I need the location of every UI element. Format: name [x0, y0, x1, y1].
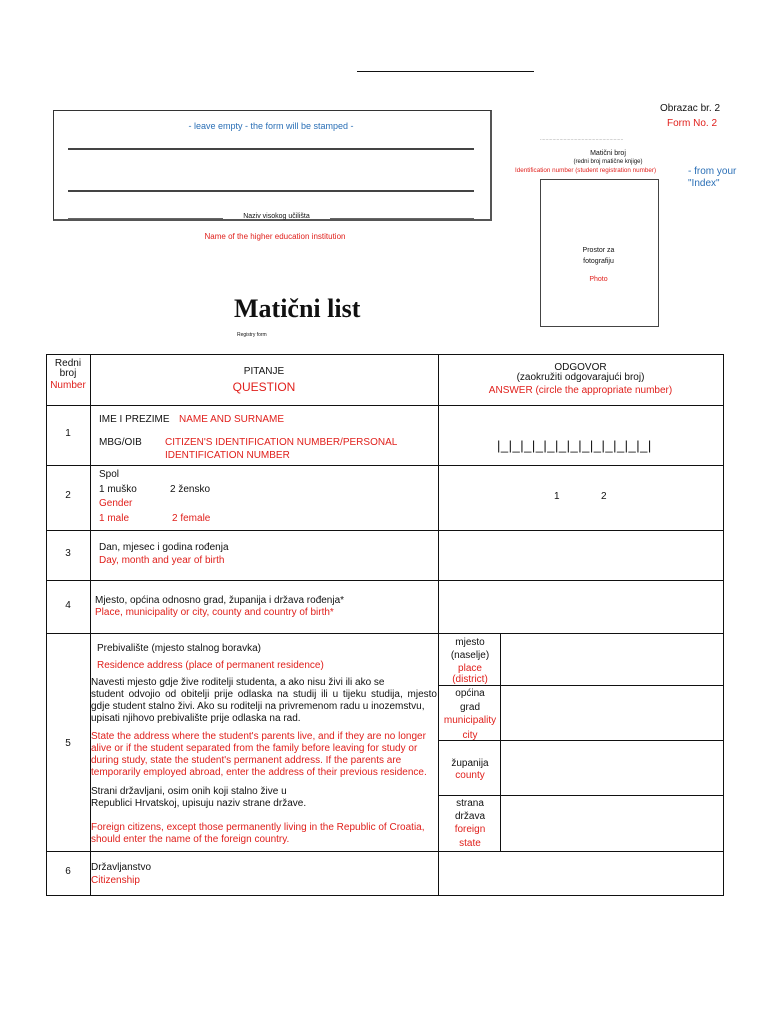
institution-line-right [330, 218, 474, 219]
stamp-line-1 [68, 148, 474, 150]
institution-line-left [68, 218, 223, 219]
row2-opt2-hr: 2 žensko [170, 484, 211, 495]
table-line-row3 [46, 580, 723, 581]
row5-municipality-en-1: municipality [443, 715, 497, 726]
row2-opt1-hr: 1 muško [99, 484, 137, 495]
row3-dob-hr: Dan, mjesec i godina rođenja [99, 542, 229, 553]
row4-answer-field[interactable] [440, 582, 722, 631]
row2-opt2-en: 2 female [172, 513, 211, 524]
row5-p2-hr-line: Republici Hrvatskoj, upisuju naziv strane države. [91, 798, 307, 809]
row5-state-answer-field[interactable] [502, 797, 722, 850]
stamp-note: - leave empty - the form will be stamped - [188, 121, 354, 131]
registration-index-note-1: - from your [688, 166, 737, 177]
row5-p1-hr-line: student odvojio od obitelji prije odlaska na studij ili u tijeku studija, mjesto [91, 689, 437, 700]
photo-label-en: Photo [589, 276, 608, 283]
registration-label-en: Identification number (student registration number) [515, 167, 657, 174]
row1-id-hr: MBG/OIB [99, 437, 142, 448]
row5-p1-hr-line: gdje student stalno živi. Ako su roditelji na privremenom radu u inozemstvu, [91, 701, 425, 712]
row6-answer-field[interactable] [440, 853, 722, 894]
row6-citizenship-en: Citizenship [91, 875, 140, 886]
stamp-line-2 [68, 190, 474, 192]
row5-county-answer-field[interactable] [502, 742, 722, 794]
row5-state-en-1: foreign [454, 824, 486, 835]
row1-name-hr: IME I PREZIME [99, 414, 170, 425]
header-number-hr-2: broj [59, 368, 77, 379]
row2-gender-hr: Spol [99, 469, 120, 480]
row5-place-answer-field[interactable] [502, 635, 722, 684]
row1-number: 1 [65, 428, 71, 439]
row2-answer-1[interactable]: 1 [554, 491, 560, 502]
table-line-row2 [46, 530, 723, 531]
header-answer-hr: ODGOVOR [554, 362, 607, 373]
registration-label-hr: Matični broj [590, 150, 626, 157]
row5-place-en-1: place [458, 663, 482, 674]
row5-sub-line-3 [439, 795, 723, 796]
table-line-header [46, 405, 723, 406]
row5-residence-hr: Prebivalište (mjesto stalnog boravka) [97, 643, 261, 654]
row5-state-en-2: state [459, 838, 481, 849]
row5-municipality-en-2: city [462, 730, 478, 741]
table-line-bottom [46, 895, 723, 896]
header-number-en: Number [50, 380, 86, 391]
row2-gender-en: Gender [99, 498, 133, 509]
row2-number: 2 [65, 490, 71, 501]
row2-answer-2[interactable]: 2 [601, 491, 607, 502]
top-signature-line [357, 71, 534, 72]
header-number-hr-1: Redni [54, 358, 82, 369]
row5-municipality-answer-field[interactable] [502, 687, 722, 739]
institution-label-hr: Naziv visokog učilišta [243, 213, 310, 220]
row5-p1-en-line: alive or if the student separated from the family before leaving for study or [91, 743, 418, 754]
row5-p1-hr-line: upisati njihovo prebivalište prije odlaska na rad. [91, 713, 301, 724]
row1-id-en-2: IDENTIFICATION NUMBER [165, 450, 290, 461]
row3-dob-en: Day, month and year of birth [99, 555, 225, 566]
page-subtitle: Registry form [237, 332, 267, 338]
row5-p1-hr-line: Navesti mjesto gdje žive roditelji studenta, a ako nisu živi ili ako se [91, 677, 385, 688]
row3-number: 3 [65, 548, 71, 559]
registration-dots: ............................................................ [540, 136, 624, 142]
row5-p2-hr-line: Strani državljani, osim onih koji stalno žive u [91, 786, 287, 797]
header-answer-hr-sub: (zaokružiti odgovarajući broj) [516, 372, 645, 383]
row3-answer-field[interactable] [440, 532, 722, 578]
row4-birthplace-en: Place, municipality or city, county and country of birth* [95, 607, 334, 618]
table-line-row4 [46, 633, 723, 634]
row1-id-en-1: CITIZEN'S IDENTIFICATION NUMBER/PERSONAL [165, 437, 398, 448]
photo-label-hr-2: fotografiju [583, 258, 614, 265]
row6-citizenship-hr: Državljanstvo [91, 862, 152, 873]
row5-place-en-2: (district) [452, 674, 488, 685]
row5-place-hr-1: mjesto [455, 637, 485, 648]
row5-state-hr-1: strana [456, 798, 484, 809]
table-line-row5 [46, 851, 723, 852]
row5-place-hr-2: (naselje) [450, 650, 490, 661]
header-question-hr: PITANJE [243, 366, 285, 377]
table-line-row1 [46, 465, 723, 466]
header-question-en: QUESTION [232, 380, 296, 394]
row5-residence-en: Residence address (place of permanent residence) [97, 660, 324, 671]
row1-id-boxes[interactable]: |_|_|_|_|_|_|_|_|_|_|_|_|_| [497, 438, 652, 453]
registration-label-hr-sub: (redni broj matične knjige) [573, 159, 643, 165]
row5-p1-en-line: during study, state the student's permanent address. If the parents are [91, 755, 402, 766]
row5-number: 5 [65, 738, 71, 749]
row5-county-en: county [455, 770, 485, 781]
row2-opt1-en: 1 male [99, 513, 130, 524]
form-number-en: Form No. 2 [667, 118, 718, 129]
row5-p2-en-line: should enter the name of the foreign country. [91, 834, 290, 845]
photo-label-hr-1: Prostor za [582, 247, 615, 254]
row5-municipality-hr-2: grad [459, 702, 480, 713]
page-title: Matični list [234, 294, 361, 323]
table-line-top [46, 354, 723, 355]
row1-name-answer-field[interactable] [440, 407, 722, 433]
row4-birthplace-hr: Mjesto, općina odnosno grad, županija i država rođenja* [95, 595, 345, 606]
row5-state-hr-2: država [454, 811, 485, 822]
row5-municipality-hr-1: općina [455, 688, 485, 699]
row5-county-hr: županija [451, 758, 489, 769]
registration-index-note-2: "Index" [688, 178, 720, 189]
row1-name-en: NAME AND SURNAME [179, 414, 285, 425]
row6-number: 6 [65, 866, 71, 877]
table-col-num [90, 354, 91, 896]
table-col-right [723, 354, 724, 896]
row5-p1-en-line: temporarily employed abroad, enter the address of their previous residence. [91, 767, 427, 778]
form-number-hr: Obrazac br. 2 [660, 103, 721, 114]
row5-p1-en-line: State the address where the student's parents live, and if they are no longer [91, 731, 426, 742]
row4-number: 4 [65, 600, 71, 611]
header-answer-en: ANSWER (circle the appropriate number) [488, 385, 673, 396]
row5-p2-en-line: Foreign citizens, except those permanently living in the Republic of Croatia, [91, 822, 425, 833]
institution-label-en: Name of the higher education institution [204, 232, 346, 241]
